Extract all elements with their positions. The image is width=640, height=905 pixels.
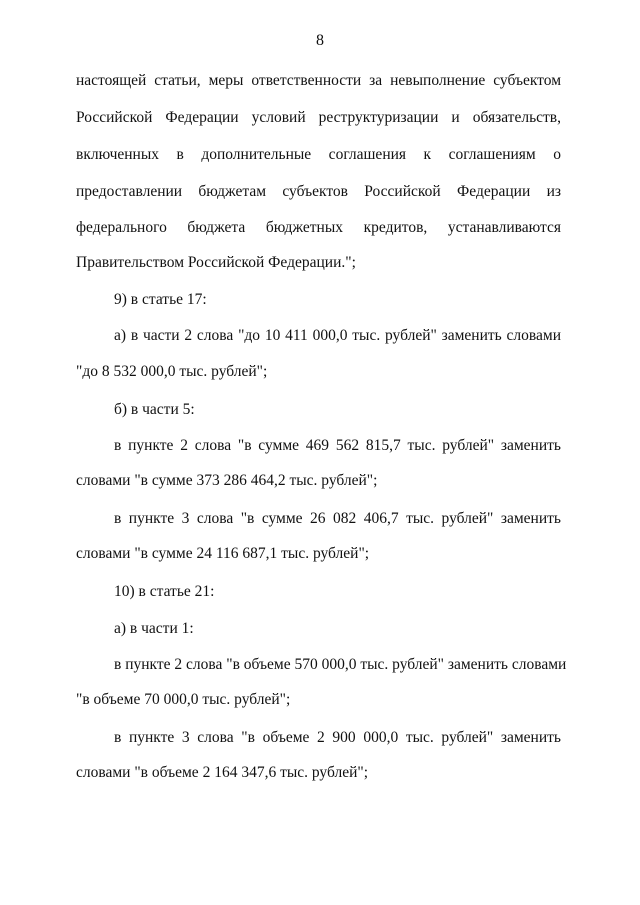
- text-line: Российской Федерации условий реструктуризации и обязательств,: [76, 109, 561, 126]
- text-line: в пункте 3 слова "в объеме 2 900 000,0 тыс. рублей" заменить: [114, 729, 561, 746]
- text-line: 10) в статье 21:: [114, 583, 215, 600]
- text-line: Правительством Российской Федерации.";: [76, 254, 356, 271]
- text-line: в пункте 2 слова "в объеме 570 000,0 тыс. рублей" заменить словами: [114, 656, 567, 673]
- text-line: словами "в объеме 2 164 347,6 тыс. рублей";: [76, 764, 369, 781]
- text-line: в пункте 2 слова "в сумме 469 562 815,7 тыс. рублей" заменить: [114, 437, 561, 454]
- text-line: в пункте 3 слова "в сумме 26 082 406,7 тыс. рублей" заменить: [114, 510, 561, 527]
- text-line: словами "в сумме 373 286 464,2 тыс. рублей";: [76, 472, 378, 489]
- text-line: "в объеме 70 000,0 тыс. рублей";: [76, 691, 291, 708]
- text-line: а) в части 1:: [114, 620, 194, 637]
- text-line: б) в части 5:: [114, 401, 195, 418]
- text-line: настоящей статьи, меры ответственности за невыполнение субъектом: [76, 72, 561, 89]
- text-line: "до 8 532 000,0 тыс. рублей";: [76, 363, 268, 380]
- text-line: предоставлении бюджетам субъектов Российской Федерации из: [76, 183, 561, 200]
- text-line: а) в части 2 слова "до 10 411 000,0 тыс. рублей" заменить словами: [114, 327, 561, 344]
- text-line: включенных в дополнительные соглашения к соглашениям о: [76, 146, 561, 163]
- text-line: 9) в статье 17:: [114, 291, 207, 308]
- text-line: федерального бюджета бюджетных кредитов, устанавливаются: [76, 219, 561, 236]
- text-line: словами "в сумме 24 116 687,1 тыс. рублей";: [76, 545, 370, 562]
- page-number: 8: [316, 32, 324, 49]
